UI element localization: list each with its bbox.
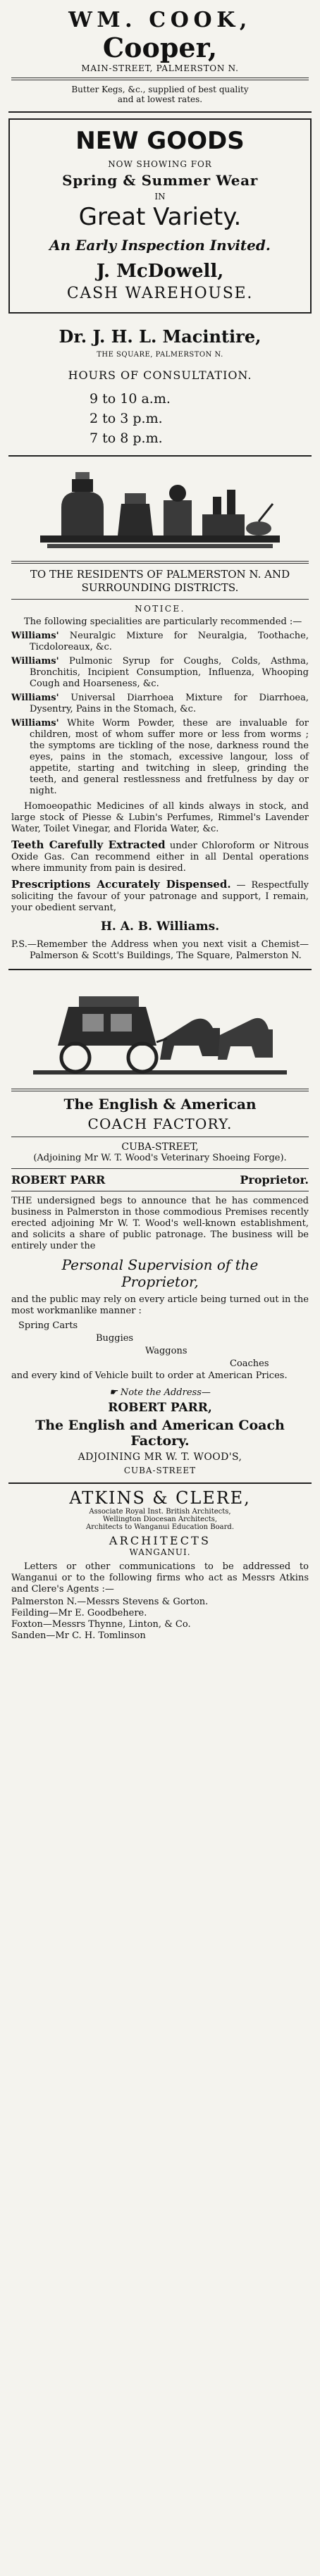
specialty-name: Williams'	[11, 631, 59, 641]
macintire-advertisement	[8, 319, 312, 457]
macintire-address: THE SQUARE, PALMERSTON N.	[97, 351, 223, 359]
williams-advertisement	[8, 457, 312, 970]
specialty-item	[11, 631, 309, 653]
atkins-line-1: Associate Royal Inst. British Architects,	[89, 1508, 231, 1516]
vehicle-item: Waggons	[145, 1346, 187, 1356]
teeth-text: under Chloroform or Nitrous Oxide Gas. Can recommend either in all Dental operations where immunity from pain is desired.	[11, 841, 309, 874]
agent-item: Palmerston N.—Messrs Stevens & Gorton.	[11, 1597, 209, 1607]
proprietor-line	[11, 1173, 309, 1187]
agent-item: Feilding—Mr E. Goodbehere.	[11, 1608, 147, 1618]
mcdowell-headline: NEW GOODS	[75, 127, 245, 155]
parr-factory: The English and American Coach Factory.	[35, 1418, 285, 1449]
teeth-paragraph	[11, 839, 309, 874]
specialty-text: Pulmonic Syrup for Coughs, Colds, Asthma, Bronchitis, Incipient Consumption, Influenza, Whooping Cough and Hoarseness, &c.	[30, 656, 309, 689]
atkins-body: Letters or other communications to be addressed to Wanganui or to the following firms who act as Messrs Atkins and Clere's Agents :—	[11, 1561, 309, 1594]
cook-line-2: and at lowest rates.	[117, 94, 203, 104]
prescriptions-heading: Prescriptions Accurately Dispensed.	[11, 878, 231, 891]
parr-body-1: THE undersigned begs to announce that he has commenced business in Palmerston in those commodious Premises recently erected adjoining Mr W. T. Wood's well-known establishment, and solicits a share of public patronage. The business will be entirely under the	[11, 1196, 309, 1251]
specialty-item	[11, 656, 309, 690]
vehicle-item: Spring Carts	[18, 1320, 78, 1331]
homoeopathic-text: Homoeopathic Medicines of all kinds always in stock, and large stock of Piesse & Lubin's Perfumes, Rimmel's Lavender Water, Toilet Vinegar, and Florida Water, &c.	[11, 801, 309, 834]
mcdowell-advertisement	[8, 118, 312, 314]
specialty-item	[11, 693, 309, 715]
agent-item: Foxton—Messrs Thynne, Linton, & Co.	[11, 1619, 191, 1630]
notice-label: NOTICE.	[135, 604, 185, 614]
proprietor-title: Proprietor.	[240, 1173, 309, 1187]
divider	[11, 599, 309, 600]
newspaper-column	[8, 0, 312, 1649]
chemist-bottles-illustration	[33, 465, 287, 557]
mcdowell-season: Spring & Summer Wear	[62, 172, 258, 189]
pointing-hand-icon: ☛	[109, 1387, 118, 1398]
specialty-name: Williams'	[11, 718, 59, 729]
divider	[11, 1168, 309, 1169]
parr-title: The English & American	[63, 1096, 257, 1113]
parr-street-2: CUBA-STREET	[123, 1466, 197, 1475]
coach-illustration	[26, 979, 294, 1084]
hours-item: 9 to 10 a.m.	[90, 391, 171, 407]
vehicle-item: Coaches	[230, 1358, 269, 1369]
divider	[11, 1089, 309, 1091]
specialty-text: Universal Diarrhoea Mixture for Diarrhoea, Dysentry, Pains in the Stomach, &c.	[30, 693, 309, 714]
mcdowell-showing: NOW SHOWING FOR	[108, 159, 212, 169]
williams-intro: The following specialities are particularly recommended :—	[24, 617, 302, 627]
williams-heading: TO THE RESIDENTS OF PALMERSTON N. AND SURROUNDING DISTRICTS.	[30, 568, 290, 594]
mcdowell-invite: An Early Inspection Invited.	[49, 237, 271, 254]
hours-item: 7 to 8 p.m.	[90, 431, 163, 446]
hours-item: 2 to 3 p.m.	[90, 411, 163, 426]
teeth-heading: Teeth Carefully Extracted	[11, 838, 166, 851]
cook-advertisement	[8, 4, 312, 113]
parr-body-3: and every kind of Vehicle built to order at American Prices.	[11, 1370, 288, 1381]
divider	[11, 78, 309, 80]
agents-list	[11, 1597, 309, 1642]
hours-list	[90, 389, 230, 448]
parr-advertisement	[8, 970, 312, 1484]
proprietor-name: ROBERT PARR	[11, 1173, 106, 1187]
agent-item: Sanden—Mr C. H. Tomlinson	[11, 1630, 146, 1641]
atkins-town: WANGANUI.	[129, 1547, 191, 1557]
mcdowell-house: CASH WAREHOUSE.	[66, 285, 254, 302]
atkins-advertisement	[8, 1484, 312, 1649]
vehicle-item: Buggies	[96, 1333, 134, 1344]
atkins-line-2: Wellington Diocesan Architects,	[102, 1516, 218, 1523]
williams-signature: H. A. B. Williams.	[100, 919, 220, 934]
atkins-architects: ARCHITECTS	[109, 1534, 211, 1547]
parr-name-2: ROBERT PARR,	[108, 1401, 212, 1415]
atkins-line-3: Architects to Wanganui Education Board.	[85, 1523, 234, 1531]
note-address	[11, 1387, 309, 1398]
parr-subtitle: COACH FACTORY.	[87, 1115, 233, 1132]
prescriptions-paragraph	[11, 879, 309, 914]
personal-supervision: Personal Supervision of the	[61, 1256, 259, 1273]
prescriptions-text: — Respectfully soliciting the favour of your patronage and support, I remain, your obedient servant,	[11, 880, 309, 913]
specialty-text: White Worm Powder, these are invaluable for children, most of whom suffer more or less from worms ; the symptoms are tickling of the nose, darkness round the eyes, pains in the stomach, excessive langour, loss of appetite, starting and twitching in sleep, grinding the teeth, and general restlessness and fretfulness by day or night.	[30, 718, 309, 796]
specialty-text: Neuralgic Mixture for Neuralgia, Toothache, Ticdoloreaux, &c.	[30, 631, 309, 652]
specialty-name: Williams'	[11, 656, 59, 667]
cook-trade: Cooper,	[102, 32, 218, 63]
specialty-item	[11, 718, 309, 797]
mcdowell-in: IN	[154, 192, 166, 202]
parr-adjoining: (Adjoining Mr W. T. Wood's Veterinary Shoeing Forge).	[33, 1153, 287, 1163]
hours-title: HOURS OF CONSULTATION.	[68, 369, 252, 382]
mcdowell-variety: Great Variety.	[78, 203, 242, 231]
specialty-name: Williams'	[11, 693, 59, 703]
parr-body-2: and the public may rely on every article being turned out in the most workmanlike manner :	[11, 1294, 309, 1316]
cook-name: WM. COOK,	[68, 8, 252, 32]
note-text: Note the Address—	[120, 1387, 211, 1398]
proprietor-emphasis: Proprietor,	[121, 1273, 199, 1290]
atkins-name: ATKINS & CLERE,	[69, 1488, 251, 1508]
macintire-name: Dr. J. H. L. Macintire,	[59, 326, 261, 347]
mcdowell-name: J. McDowell,	[96, 261, 224, 282]
vehicle-list	[11, 1320, 309, 1370]
cook-line-1: Butter Kegs, &c., supplied of best quality	[71, 85, 249, 94]
divider	[11, 561, 309, 564]
cook-address: MAIN-STREET, PALMERSTON N.	[81, 63, 239, 73]
parr-adjoining-2: ADJOINING MR W. T. WOOD'S,	[78, 1451, 242, 1463]
parr-street: CUBA-STREET,	[121, 1141, 199, 1153]
williams-postscript: P.S.—Remember the Address when you next visit a Chemist—Palmerson & Scott's Buildings, The Square, Palmerston N.	[11, 939, 309, 961]
